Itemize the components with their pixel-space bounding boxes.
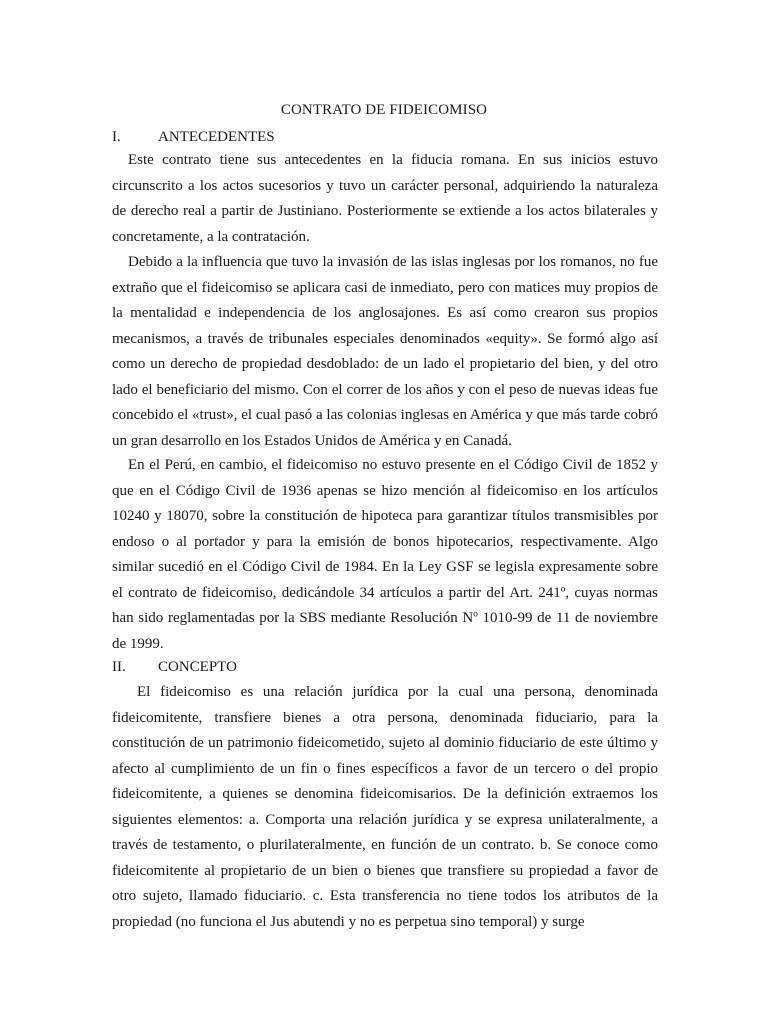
section-number: II. — [112, 659, 126, 675]
section-heading-antecedentes — [112, 126, 275, 148]
section-heading-concepto — [112, 656, 237, 678]
paragraph-antecedentes-1: Este contrato tiene sus antecedentes en la fiducia romana. En sus inicios estuvo circunscrito a los actos sucesorios y tuvo un carácter personal, adquiriendo la naturaleza de derecho real a partir de Justiniano. Posteriormente se extiende a los actos bilaterales y concretamente, a la contratación. — [112, 152, 658, 245]
paragraph-antecedentes-2: Debido a la influencia que tuvo la invasión de las islas inglesas por los romanos, no fue extraño que el fideicomiso se aplicara casi de inmediato, pero con matices muy propios de la mentalidad e independencia de los anglosajones. Es así como crearon sus propios mecanismos, a través de tribunales especiales denominados «equity». Se formó algo así como un derecho de propiedad desdoblado: de un lado el propietario del bien, y del otro lado el beneficiario del mismo. Con el correr de los años y con el peso de nuevas ideas fue concebido el «trust», el cual pasó a las colonias inglesas en América y que más tarde cobró un gran desarrollo en los Estados Unidos de América y en Canadá. — [112, 254, 658, 449]
section-title: ANTECEDENTES — [158, 129, 275, 145]
document-title: CONTRATO DE FIDEICOMISO — [280, 102, 488, 118]
section-number: I. — [112, 129, 121, 145]
section-title: CONCEPTO — [158, 659, 237, 675]
paragraph-antecedentes-3: En el Perú, en cambio, el fideicomiso no estuvo presente en el Código Civil de 1852 y que en el Código Civil de 1936 apenas se hizo mención al fideicomiso en los artículos 10240 y 18070, sobre la constitución de hipoteca para garantizar títulos transmisibles por endoso o al portador y para la emisión de bonos hipotecarios, respectivamente. Algo similar sucedió en el Código Civil de 1984. En la Ley GSF se legisla expresamente sobre el contrato de fideicomiso, dedicándole 34 artículos a partir del Art. 241º, cuyas normas han sido reglamentadas por la SBS mediante Resolución Nº 1010-99 de 11 de noviembre de 1999. — [112, 457, 658, 652]
paragraph-concepto-1: El fideicomiso es una relación jurídica por la cual una persona, denominada fideicomitente, transfiere bienes a otra persona, denominada fiduciario, para la constitución de un patrimonio fideicometido, sujeto al dominio fiduciario de este último y afecto al cumplimiento de un fin o fines específicos a favor de un tercero o del propio fideicomitente, a quienes se denomina fideicomisarios. De la definición extraemos los siguientes elementos: a. Comporta una relación jurídica y se expresa unilateralmente, a través de testamento, o plurilateralmente, en función de un contrato. b. Se conoce como fideicomitente al propietario de un bien o bienes que transfiere su propiedad a favor de otro sujeto, llamado fiduciario. c. Esta transferencia no tiene todos los atributos de la propiedad (no funciona el Jus abutendi y no es perpetua sino temporal) y surge — [112, 684, 658, 930]
